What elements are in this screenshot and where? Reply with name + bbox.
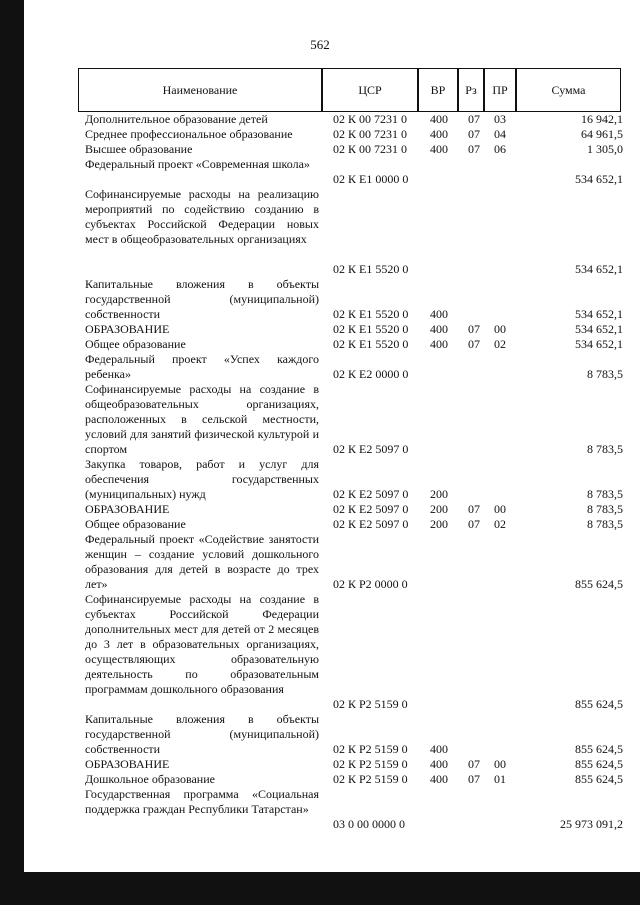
row-pr: 06 <box>494 142 506 156</box>
row-csr: 02 К E2 5097 0 <box>333 502 409 516</box>
row-rz: 07 <box>468 757 480 771</box>
table-row <box>0 157 640 187</box>
table-row <box>0 187 640 277</box>
row-csr: 02 К E2 5097 0 <box>333 487 409 501</box>
row-name: Государственная программа «Социальная поддержка граждан Республики Татарстан» <box>85 787 319 816</box>
row-rz: 07 <box>468 772 480 786</box>
row-vr: 400 <box>430 112 448 126</box>
row-csr: 02 К P2 5159 0 <box>333 697 408 711</box>
row-pr: 04 <box>494 127 506 141</box>
row-vr: 400 <box>430 742 448 756</box>
row-vr: 400 <box>430 772 448 786</box>
row-rz: 07 <box>468 142 480 156</box>
row-csr: 02 К E1 5520 0 <box>333 307 409 321</box>
row-csr: 02 К E1 5520 0 <box>333 337 409 351</box>
row-sum: 855 624,5 <box>575 757 623 771</box>
row-csr: 02 К 00 7231 0 <box>333 112 408 126</box>
table-row <box>0 337 640 352</box>
row-sum: 855 624,5 <box>575 742 623 756</box>
header-vr: ВР <box>418 68 458 112</box>
row-sum: 855 624,5 <box>575 772 623 786</box>
row-csr: 02 К P2 5159 0 <box>333 757 408 771</box>
table-row <box>0 772 640 787</box>
row-pr: 03 <box>494 112 506 126</box>
row-csr: 02 К E1 0000 0 <box>333 172 409 186</box>
row-csr: 02 К 00 7231 0 <box>333 142 408 156</box>
table-row <box>0 382 640 457</box>
row-sum: 8 783,5 <box>587 442 623 456</box>
row-pr: 02 <box>494 337 506 351</box>
row-name: Дошкольное образование <box>85 772 215 786</box>
row-sum: 534 652,1 <box>575 307 623 321</box>
table-row <box>0 592 640 712</box>
row-sum: 534 652,1 <box>575 172 623 186</box>
header-name: Наименование <box>78 68 322 112</box>
row-sum: 8 783,5 <box>587 502 623 516</box>
row-name: Софинансируемые расходы на создание в общеобразовательных организациях, расположенных в сельской местности, условий для занятий физической культурой и спортом <box>85 382 319 456</box>
row-csr: 02 К E2 5097 0 <box>333 517 409 531</box>
row-name: Софинансируемые расходы на реализацию мероприятий по содействию созданию в субъектах Российской Федерации новых мест в общеобразовательных организациях <box>85 187 319 246</box>
table-row <box>0 502 640 517</box>
header-sum: Сумма <box>516 68 621 112</box>
row-vr: 400 <box>430 307 448 321</box>
row-sum: 16 942,1 <box>581 112 623 126</box>
row-sum: 855 624,5 <box>575 697 623 711</box>
row-name: ОБРАЗОВАНИЕ <box>85 757 170 771</box>
header-rz: Рз <box>458 68 484 112</box>
row-sum: 25 973 091,2 <box>560 817 623 831</box>
row-sum: 8 783,5 <box>587 517 623 531</box>
row-name: ОБРАЗОВАНИЕ <box>85 502 170 516</box>
row-name: Капитальные вложения в объекты государственной (муниципальной) собственности <box>85 712 319 756</box>
row-rz: 07 <box>468 127 480 141</box>
row-sum: 534 652,1 <box>575 322 623 336</box>
row-rz: 07 <box>468 517 480 531</box>
row-rz: 07 <box>468 337 480 351</box>
row-csr: 03 0 00 0000 0 <box>333 817 405 831</box>
scan-bottom-edge <box>0 872 640 905</box>
row-name: Софинансируемые расходы на создание в субъектах Российской Федерации дополнительных мест для детей от 2 месяцев до 3 лет в образовательных организациях, осуществляющих образовательную деятельность по образовательным программам дошкольного образования <box>85 592 319 696</box>
row-name: Федеральный проект «Успех каждого ребенка» <box>85 352 319 381</box>
row-csr: 02 К P2 5159 0 <box>333 742 408 756</box>
row-csr: 02 К E2 5097 0 <box>333 442 409 456</box>
table-row <box>0 787 640 832</box>
header-csr: ЦСР <box>322 68 418 112</box>
table-row <box>0 142 640 157</box>
row-name: Общее образование <box>85 517 186 531</box>
table-row <box>0 457 640 502</box>
row-name: ОБРАЗОВАНИЕ <box>85 322 170 336</box>
table-row <box>0 352 640 382</box>
row-sum: 1 305,0 <box>587 142 623 156</box>
header-pr: ПР <box>484 68 516 112</box>
table-row <box>0 532 640 592</box>
row-name: Закупка товаров, работ и услуг для обеспечения государственных (муниципальных) нужд <box>85 457 319 501</box>
row-name: Общее образование <box>85 337 186 351</box>
row-rz: 07 <box>468 322 480 336</box>
table-row <box>0 517 640 532</box>
row-vr: 200 <box>430 517 448 531</box>
row-vr: 400 <box>430 127 448 141</box>
table-row <box>0 127 640 142</box>
row-name: Капитальные вложения в объекты государственной (муниципальной) собственности <box>85 277 319 321</box>
row-sum: 534 652,1 <box>575 337 623 351</box>
row-vr: 200 <box>430 502 448 516</box>
row-sum: 8 783,5 <box>587 487 623 501</box>
row-pr: 00 <box>494 757 506 771</box>
row-pr: 01 <box>494 772 506 786</box>
table-row <box>0 757 640 772</box>
row-name: Федеральный проект «Современная школа» <box>85 157 310 171</box>
row-pr: 00 <box>494 322 506 336</box>
row-name: Федеральный проект «Содействие занятости женщин – создание условий дошкольного образования для детей в возрасте до трех лет» <box>85 532 319 591</box>
row-name: Среднее профессиональное образование <box>85 127 293 141</box>
row-pr: 00 <box>494 502 506 516</box>
row-name: Дополнительное образование детей <box>85 112 268 126</box>
row-csr: 02 К P2 5159 0 <box>333 772 408 786</box>
row-csr: 02 К P2 0000 0 <box>333 577 408 591</box>
row-vr: 200 <box>430 487 448 501</box>
row-csr: 02 К E1 5520 0 <box>333 322 409 336</box>
row-name: Высшее образование <box>85 142 193 156</box>
row-pr: 02 <box>494 517 506 531</box>
row-rz: 07 <box>468 112 480 126</box>
row-sum: 64 961,5 <box>581 127 623 141</box>
row-vr: 400 <box>430 142 448 156</box>
row-sum: 855 624,5 <box>575 577 623 591</box>
row-csr: 02 К E1 5520 0 <box>333 262 409 276</box>
table-row <box>0 712 640 757</box>
row-sum: 534 652,1 <box>575 262 623 276</box>
row-rz: 07 <box>468 502 480 516</box>
row-sum: 8 783,5 <box>587 367 623 381</box>
page-number: 562 <box>310 37 330 52</box>
table-body <box>0 112 640 832</box>
table-row <box>0 277 640 322</box>
row-vr: 400 <box>430 757 448 771</box>
row-vr: 400 <box>430 322 448 336</box>
table-row <box>0 322 640 337</box>
table-row <box>0 112 640 127</box>
row-csr: 02 К 00 7231 0 <box>333 127 408 141</box>
row-csr: 02 К E2 0000 0 <box>333 367 409 381</box>
row-vr: 400 <box>430 337 448 351</box>
